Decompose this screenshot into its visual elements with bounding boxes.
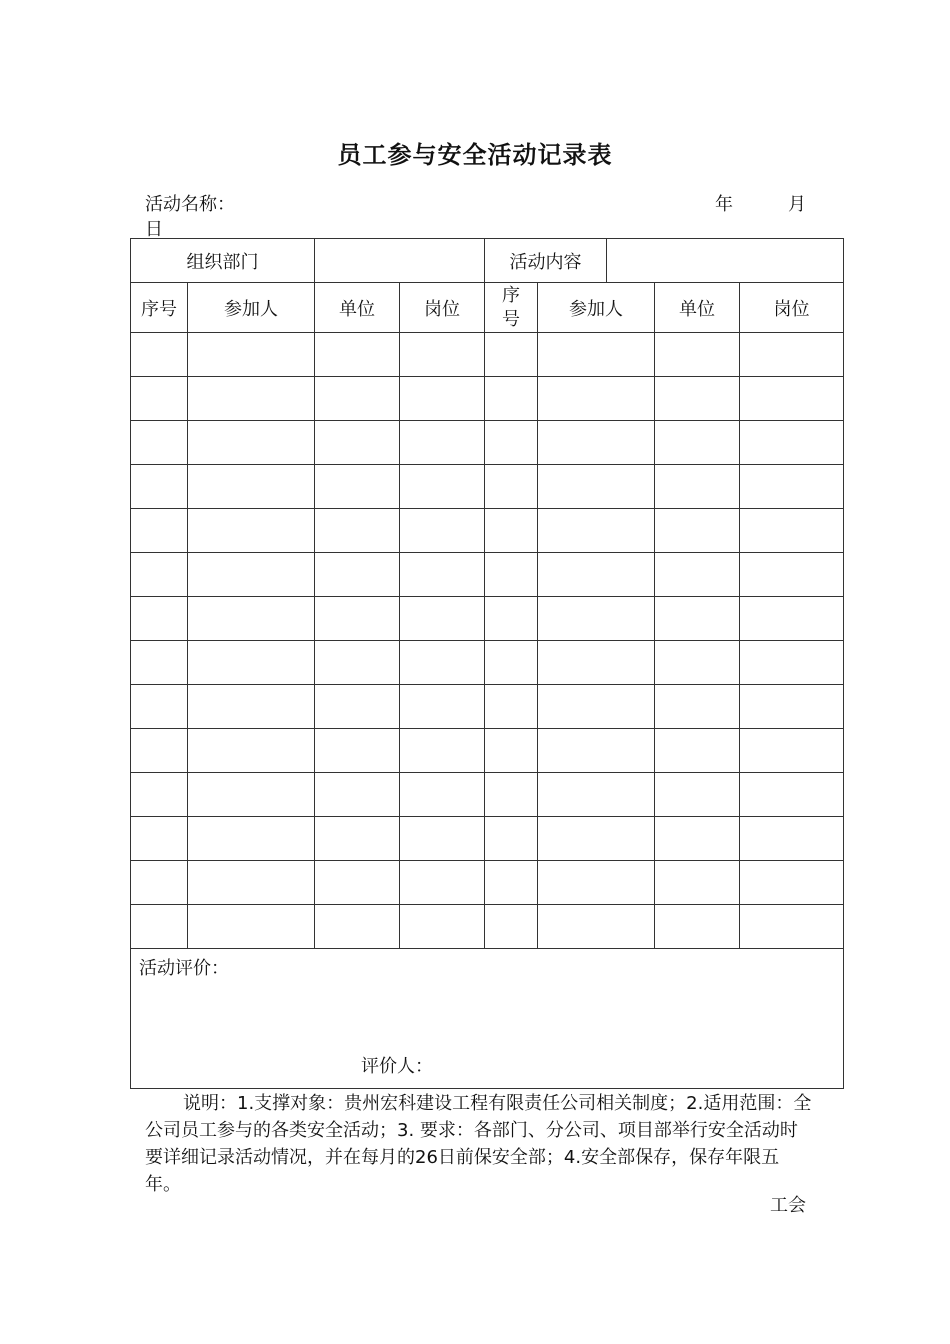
table-cell[interactable]: [740, 465, 844, 509]
table-cell[interactable]: [188, 597, 315, 641]
table-cell[interactable]: [188, 553, 315, 597]
table-cell[interactable]: [655, 729, 740, 773]
footer-signature: 工会: [770, 1195, 806, 1216]
table-row: [131, 421, 844, 465]
table-cell[interactable]: [655, 817, 740, 861]
table-row: [131, 905, 844, 949]
evaluation-row: [131, 949, 844, 1089]
table-cell[interactable]: [400, 817, 485, 861]
table-cell[interactable]: [655, 509, 740, 553]
table-cell[interactable]: [188, 685, 315, 729]
table-cell[interactable]: [485, 641, 538, 685]
table-row: [131, 553, 844, 597]
table-row: [131, 465, 844, 509]
table-cell[interactable]: [538, 377, 655, 421]
column-header-row: [131, 283, 844, 333]
table-cell[interactable]: [655, 553, 740, 597]
table-cell[interactable]: [538, 641, 655, 685]
table-cell[interactable]: [485, 509, 538, 553]
table-cell[interactable]: [740, 773, 844, 817]
table-cell[interactable]: [188, 905, 315, 949]
table-cell[interactable]: [315, 905, 400, 949]
table-cell[interactable]: [400, 685, 485, 729]
table-cell[interactable]: [315, 553, 400, 597]
table-cell[interactable]: [740, 509, 844, 553]
table-cell[interactable]: [538, 333, 655, 377]
table-cell[interactable]: [538, 685, 655, 729]
participant-rows: [131, 333, 844, 949]
table-cell[interactable]: [131, 905, 188, 949]
activity-name-label: 活动名称：: [145, 194, 235, 215]
table-row: [131, 333, 844, 377]
table-cell[interactable]: [131, 553, 188, 597]
table-cell[interactable]: [131, 685, 188, 729]
table-cell[interactable]: [655, 333, 740, 377]
table-cell[interactable]: [131, 641, 188, 685]
table-cell[interactable]: [538, 509, 655, 553]
table-row: [131, 641, 844, 685]
table-cell[interactable]: [740, 421, 844, 465]
table-cell[interactable]: [315, 465, 400, 509]
table-cell[interactable]: [315, 729, 400, 773]
table-cell[interactable]: [400, 905, 485, 949]
table-cell[interactable]: [538, 861, 655, 905]
table-cell[interactable]: [485, 861, 538, 905]
table-row: [131, 861, 844, 905]
table-cell[interactable]: [400, 333, 485, 377]
evaluator-label: 评价人：: [361, 1056, 433, 1077]
col-header-participant-right: 参加人: [538, 283, 655, 333]
table-cell[interactable]: [740, 553, 844, 597]
table-cell[interactable]: [400, 641, 485, 685]
month-label: 月: [788, 194, 806, 215]
table-row: [131, 377, 844, 421]
table-cell[interactable]: [400, 773, 485, 817]
table-cell[interactable]: [655, 641, 740, 685]
table-cell[interactable]: [655, 465, 740, 509]
table-cell[interactable]: [400, 729, 485, 773]
page-title: 员工参与安全活动记录表: [337, 141, 613, 169]
table-cell[interactable]: [315, 333, 400, 377]
table-cell[interactable]: [315, 509, 400, 553]
col-header-unit-left: 单位: [315, 283, 400, 333]
col-header-post-left: 岗位: [400, 283, 485, 333]
table-cell[interactable]: [655, 905, 740, 949]
table-cell[interactable]: [400, 553, 485, 597]
header-info-row: [131, 239, 844, 283]
table-cell[interactable]: [188, 817, 315, 861]
table-cell[interactable]: [485, 597, 538, 641]
table-cell[interactable]: [485, 905, 538, 949]
table-cell[interactable]: [188, 333, 315, 377]
col-header-post-right: 岗位: [740, 283, 844, 333]
activity-content-field[interactable]: [607, 239, 844, 283]
table-cell[interactable]: [315, 597, 400, 641]
table-cell[interactable]: [538, 729, 655, 773]
table-cell[interactable]: [740, 685, 844, 729]
table-row: [131, 773, 844, 817]
table-cell[interactable]: [131, 465, 188, 509]
table-cell[interactable]: [740, 905, 844, 949]
table-cell[interactable]: [400, 597, 485, 641]
table-cell[interactable]: [538, 817, 655, 861]
day-label: 日: [145, 219, 163, 240]
table-cell[interactable]: [538, 773, 655, 817]
activity-record-table: [130, 238, 844, 1089]
table-cell[interactable]: [740, 861, 844, 905]
table-cell[interactable]: [188, 641, 315, 685]
table-cell[interactable]: [131, 861, 188, 905]
evaluation-cell[interactable]: [131, 949, 844, 1089]
table-cell[interactable]: [131, 509, 188, 553]
table-cell[interactable]: [131, 773, 188, 817]
table-cell[interactable]: [131, 817, 188, 861]
table-cell[interactable]: [188, 861, 315, 905]
table-row: [131, 817, 844, 861]
table-cell[interactable]: [485, 465, 538, 509]
table-cell[interactable]: [655, 597, 740, 641]
table-cell[interactable]: [485, 773, 538, 817]
table-cell[interactable]: [538, 905, 655, 949]
table-row: [131, 729, 844, 773]
table-cell[interactable]: [400, 421, 485, 465]
table-cell[interactable]: [400, 861, 485, 905]
activity-content-label: 活动内容: [485, 239, 607, 283]
table-cell[interactable]: [400, 509, 485, 553]
table-cell[interactable]: [131, 597, 188, 641]
table-cell[interactable]: [740, 729, 844, 773]
table-cell[interactable]: [538, 421, 655, 465]
table-cell[interactable]: [655, 861, 740, 905]
table-cell[interactable]: [740, 597, 844, 641]
table-cell[interactable]: [315, 641, 400, 685]
table-cell[interactable]: [315, 773, 400, 817]
org-dept-label: 组织部门: [131, 239, 315, 283]
table-cell[interactable]: [188, 509, 315, 553]
note-paragraph: 说明：1.支撑对象：贵州宏科建设工程有限责任公司相关制度；2.适用范围：全公司员工参与的各类安全活动；3. 要求：各部门、分公司、项目部举行安全活动时要详细记录活动情况，并在每月的26日前保安全部；4.安全部保存，保存年限五年。: [145, 1093, 812, 1195]
col-header-participant-left: 参加人: [188, 283, 315, 333]
year-label: 年: [715, 194, 733, 215]
table-cell[interactable]: [538, 553, 655, 597]
table-cell[interactable]: [485, 729, 538, 773]
table-cell[interactable]: [538, 597, 655, 641]
col-header-seq-right-text: 序号: [501, 284, 520, 330]
table-row: [131, 597, 844, 641]
table-cell[interactable]: [315, 817, 400, 861]
table-cell[interactable]: [655, 685, 740, 729]
col-header-seq-right: [485, 283, 538, 333]
table-cell[interactable]: [188, 465, 315, 509]
table-cell[interactable]: [485, 333, 538, 377]
table-cell[interactable]: [400, 377, 485, 421]
table-cell[interactable]: [188, 729, 315, 773]
table-cell[interactable]: [131, 333, 188, 377]
table-cell[interactable]: [131, 377, 188, 421]
table-cell[interactable]: [485, 553, 538, 597]
table-cell[interactable]: [131, 729, 188, 773]
table-cell[interactable]: [485, 685, 538, 729]
table-cell[interactable]: [740, 641, 844, 685]
table-cell[interactable]: [315, 377, 400, 421]
table-cell[interactable]: [740, 817, 844, 861]
table-cell[interactable]: [485, 377, 538, 421]
table-cell[interactable]: [485, 817, 538, 861]
table-cell[interactable]: [315, 685, 400, 729]
table-cell[interactable]: [188, 773, 315, 817]
table-cell[interactable]: [538, 465, 655, 509]
table-cell[interactable]: [188, 421, 315, 465]
table-cell[interactable]: [655, 377, 740, 421]
table-cell[interactable]: [315, 421, 400, 465]
org-dept-field[interactable]: [315, 239, 485, 283]
table-cell[interactable]: [485, 421, 538, 465]
table-cell[interactable]: [188, 377, 315, 421]
table-cell[interactable]: [740, 377, 844, 421]
table-cell[interactable]: [655, 421, 740, 465]
table-cell[interactable]: [740, 333, 844, 377]
table-row: [131, 685, 844, 729]
evaluation-label: 活动评价：: [139, 958, 229, 979]
table-row: [131, 509, 844, 553]
table-cell[interactable]: [131, 421, 188, 465]
table-cell[interactable]: [655, 773, 740, 817]
col-header-unit-right: 单位: [655, 283, 740, 333]
col-header-seq-left: 序号: [131, 283, 188, 333]
table-cell[interactable]: [315, 861, 400, 905]
table-cell[interactable]: [400, 465, 485, 509]
